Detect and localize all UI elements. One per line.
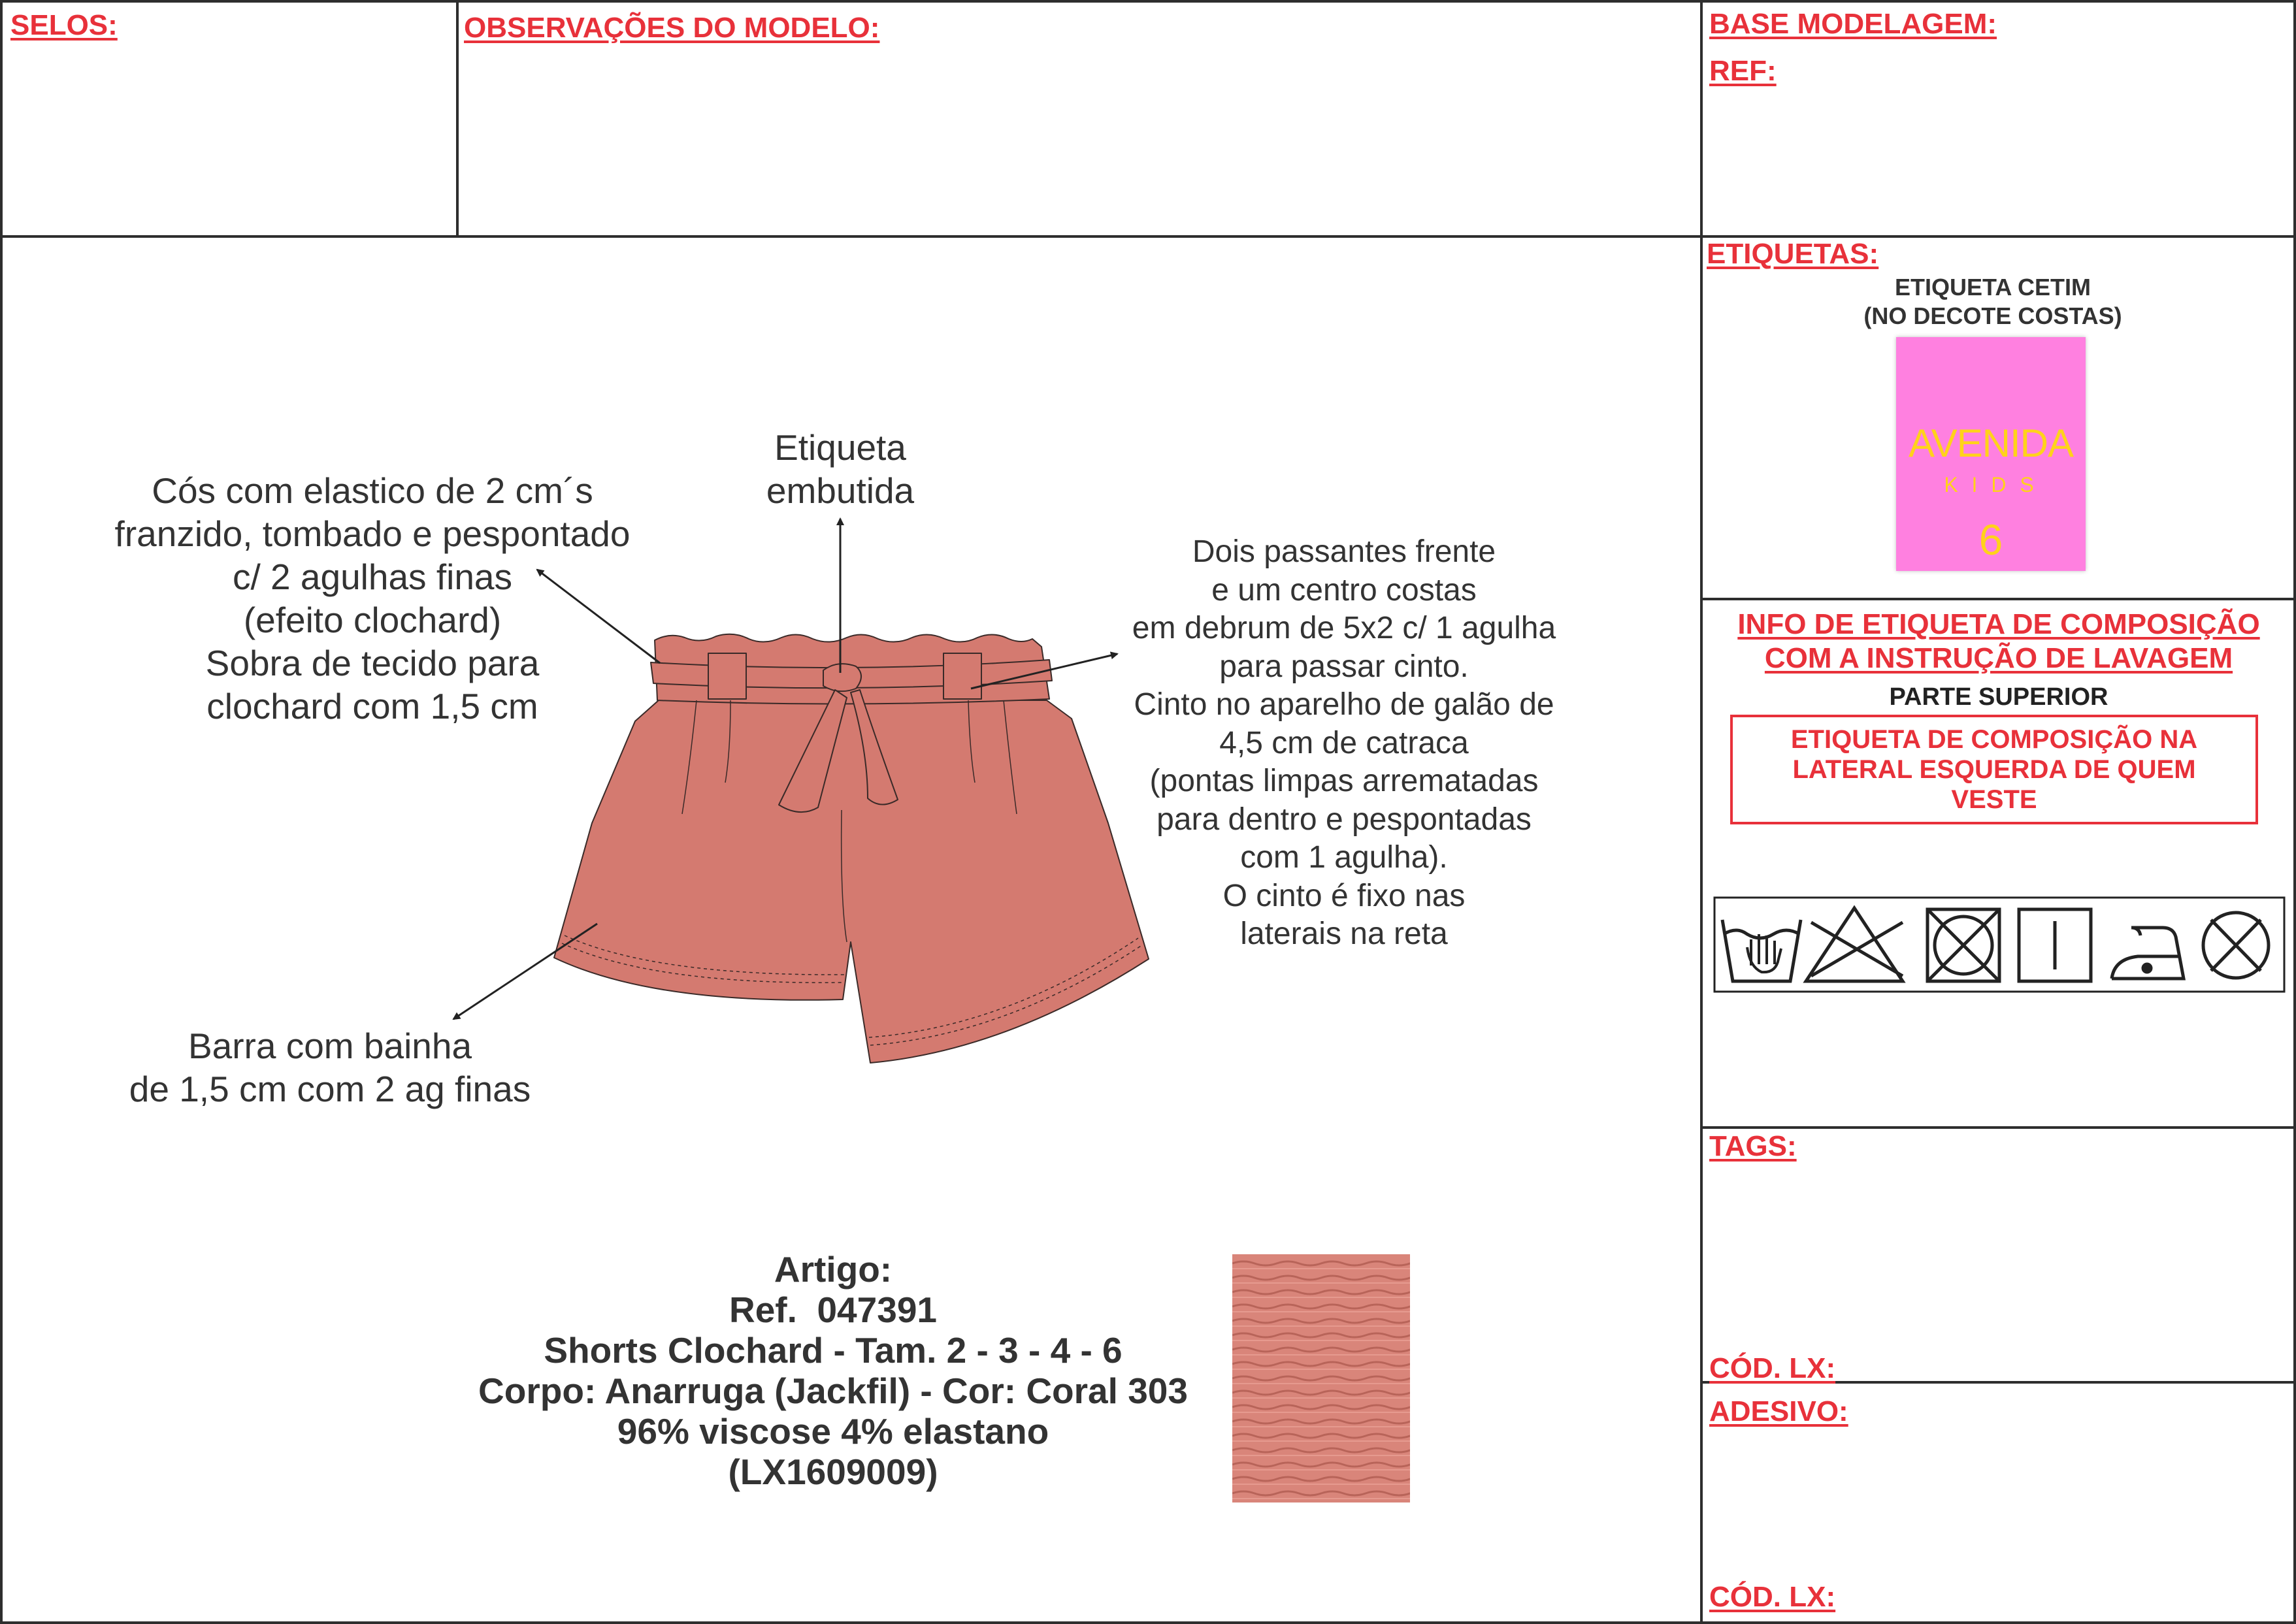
- note-belt-loops-line: em debrum de 5x2 c/ 1 agulha: [1132, 611, 1556, 645]
- composition-box-line1: ETIQUETA DE COMPOSIÇÃO NA: [1790, 725, 2198, 754]
- note-waistband-line: Cós com elastico de 2 cm´s: [152, 470, 593, 511]
- article-line: Corpo: Anarruga (Jackfil) - Cor: Coral 303: [478, 1371, 1188, 1411]
- ref-header: REF:: [1709, 55, 1777, 87]
- article-line: Artigo:: [774, 1249, 893, 1290]
- cod-lx-header-2: CÓD. LX:: [1709, 1581, 1836, 1613]
- selos-header: SELOS:: [10, 9, 118, 41]
- article-ref: Ref. 047391: [729, 1290, 937, 1330]
- note-belt-loops-line: 4,5 cm de catraca: [1219, 725, 1469, 760]
- brand-label-size: 6: [1978, 515, 2003, 564]
- composition-box-line3: VESTE: [1951, 785, 2037, 814]
- note-hem-line: de 1,5 cm com 2 ag finas: [129, 1069, 531, 1109]
- note-label-embed: [710, 426, 971, 512]
- composition-subtitle: PARTE SUPERIOR: [1889, 683, 2108, 711]
- note-waistband-line: (efeito clochard): [243, 600, 502, 640]
- etiquetas-header: ETIQUETAS:: [1707, 238, 1879, 270]
- composition-title-line1: INFO DE ETIQUETA DE COMPOSIÇÃO: [1737, 608, 2260, 640]
- note-belt-loops-line: Dois passantes frente: [1192, 534, 1496, 569]
- note-waistband: [59, 469, 686, 728]
- note-waistband-line: franzido, tombado e pespontado: [114, 513, 631, 554]
- composition-title-line2: COM A INSTRUÇÃO DE LAVAGEM: [1764, 642, 2233, 674]
- article-line: (LX1609009): [728, 1452, 938, 1492]
- note-belt-loops-line: (pontas limpas arrematadas: [1149, 764, 1539, 798]
- note-belt-loops-line: laterais na reta: [1240, 917, 1448, 951]
- label-caption-line2: (NO DECOTE COSTAS): [1863, 302, 2122, 329]
- note-belt-loops-line: para dentro e pespontadas: [1156, 802, 1532, 837]
- note-hem: [65, 1024, 595, 1111]
- observacoes-header: OBSERVAÇÕES DO MODELO:: [464, 12, 880, 44]
- note-belt-loops: [1065, 533, 1623, 954]
- note-belt-loops-line: Cinto no aparelho de galão de: [1134, 687, 1554, 722]
- note-belt-loops-line: O cinto é fixo nas: [1222, 878, 1466, 913]
- adesivo-header: ADESIVO:: [1709, 1395, 1848, 1427]
- brand-label-sub: K I D S: [1944, 473, 2038, 496]
- note-waistband-line: clochard com 1,5 cm: [206, 686, 538, 726]
- tags-header: TAGS:: [1709, 1130, 1797, 1162]
- note-belt-loops-line: e um centro costas: [1211, 572, 1477, 608]
- cod-lx-header-1: CÓD. LX:: [1709, 1352, 1836, 1384]
- base-modelagem-header: BASE MODELAGEM:: [1709, 8, 1997, 40]
- article-line: 96% viscose 4% elastano: [617, 1411, 1049, 1452]
- note-belt-loops-line: com 1 agulha).: [1240, 840, 1448, 875]
- composition-box-line2: LATERAL ESQUERDA DE QUEM: [1792, 755, 2196, 784]
- note-waistband-line: Sobra de tecido para: [205, 643, 540, 683]
- note-label-embed-line: Etiqueta: [774, 427, 906, 468]
- label-caption-line1: ETIQUETA CETIM: [1895, 274, 2091, 300]
- brand-label-name: AVENIDA: [1909, 421, 2073, 465]
- note-hem-line: Barra com bainha: [188, 1026, 472, 1066]
- article-info: [418, 1249, 1248, 1492]
- fabric-swatch: [1232, 1254, 1410, 1502]
- note-waistband-line: c/ 2 agulhas finas: [232, 557, 513, 597]
- article-line: Shorts Clochard - Tam. 2 - 3 - 4 - 6: [544, 1330, 1123, 1371]
- note-belt-loops-line: para passar cinto.: [1219, 649, 1469, 684]
- note-label-embed-line: embutida: [766, 470, 915, 511]
